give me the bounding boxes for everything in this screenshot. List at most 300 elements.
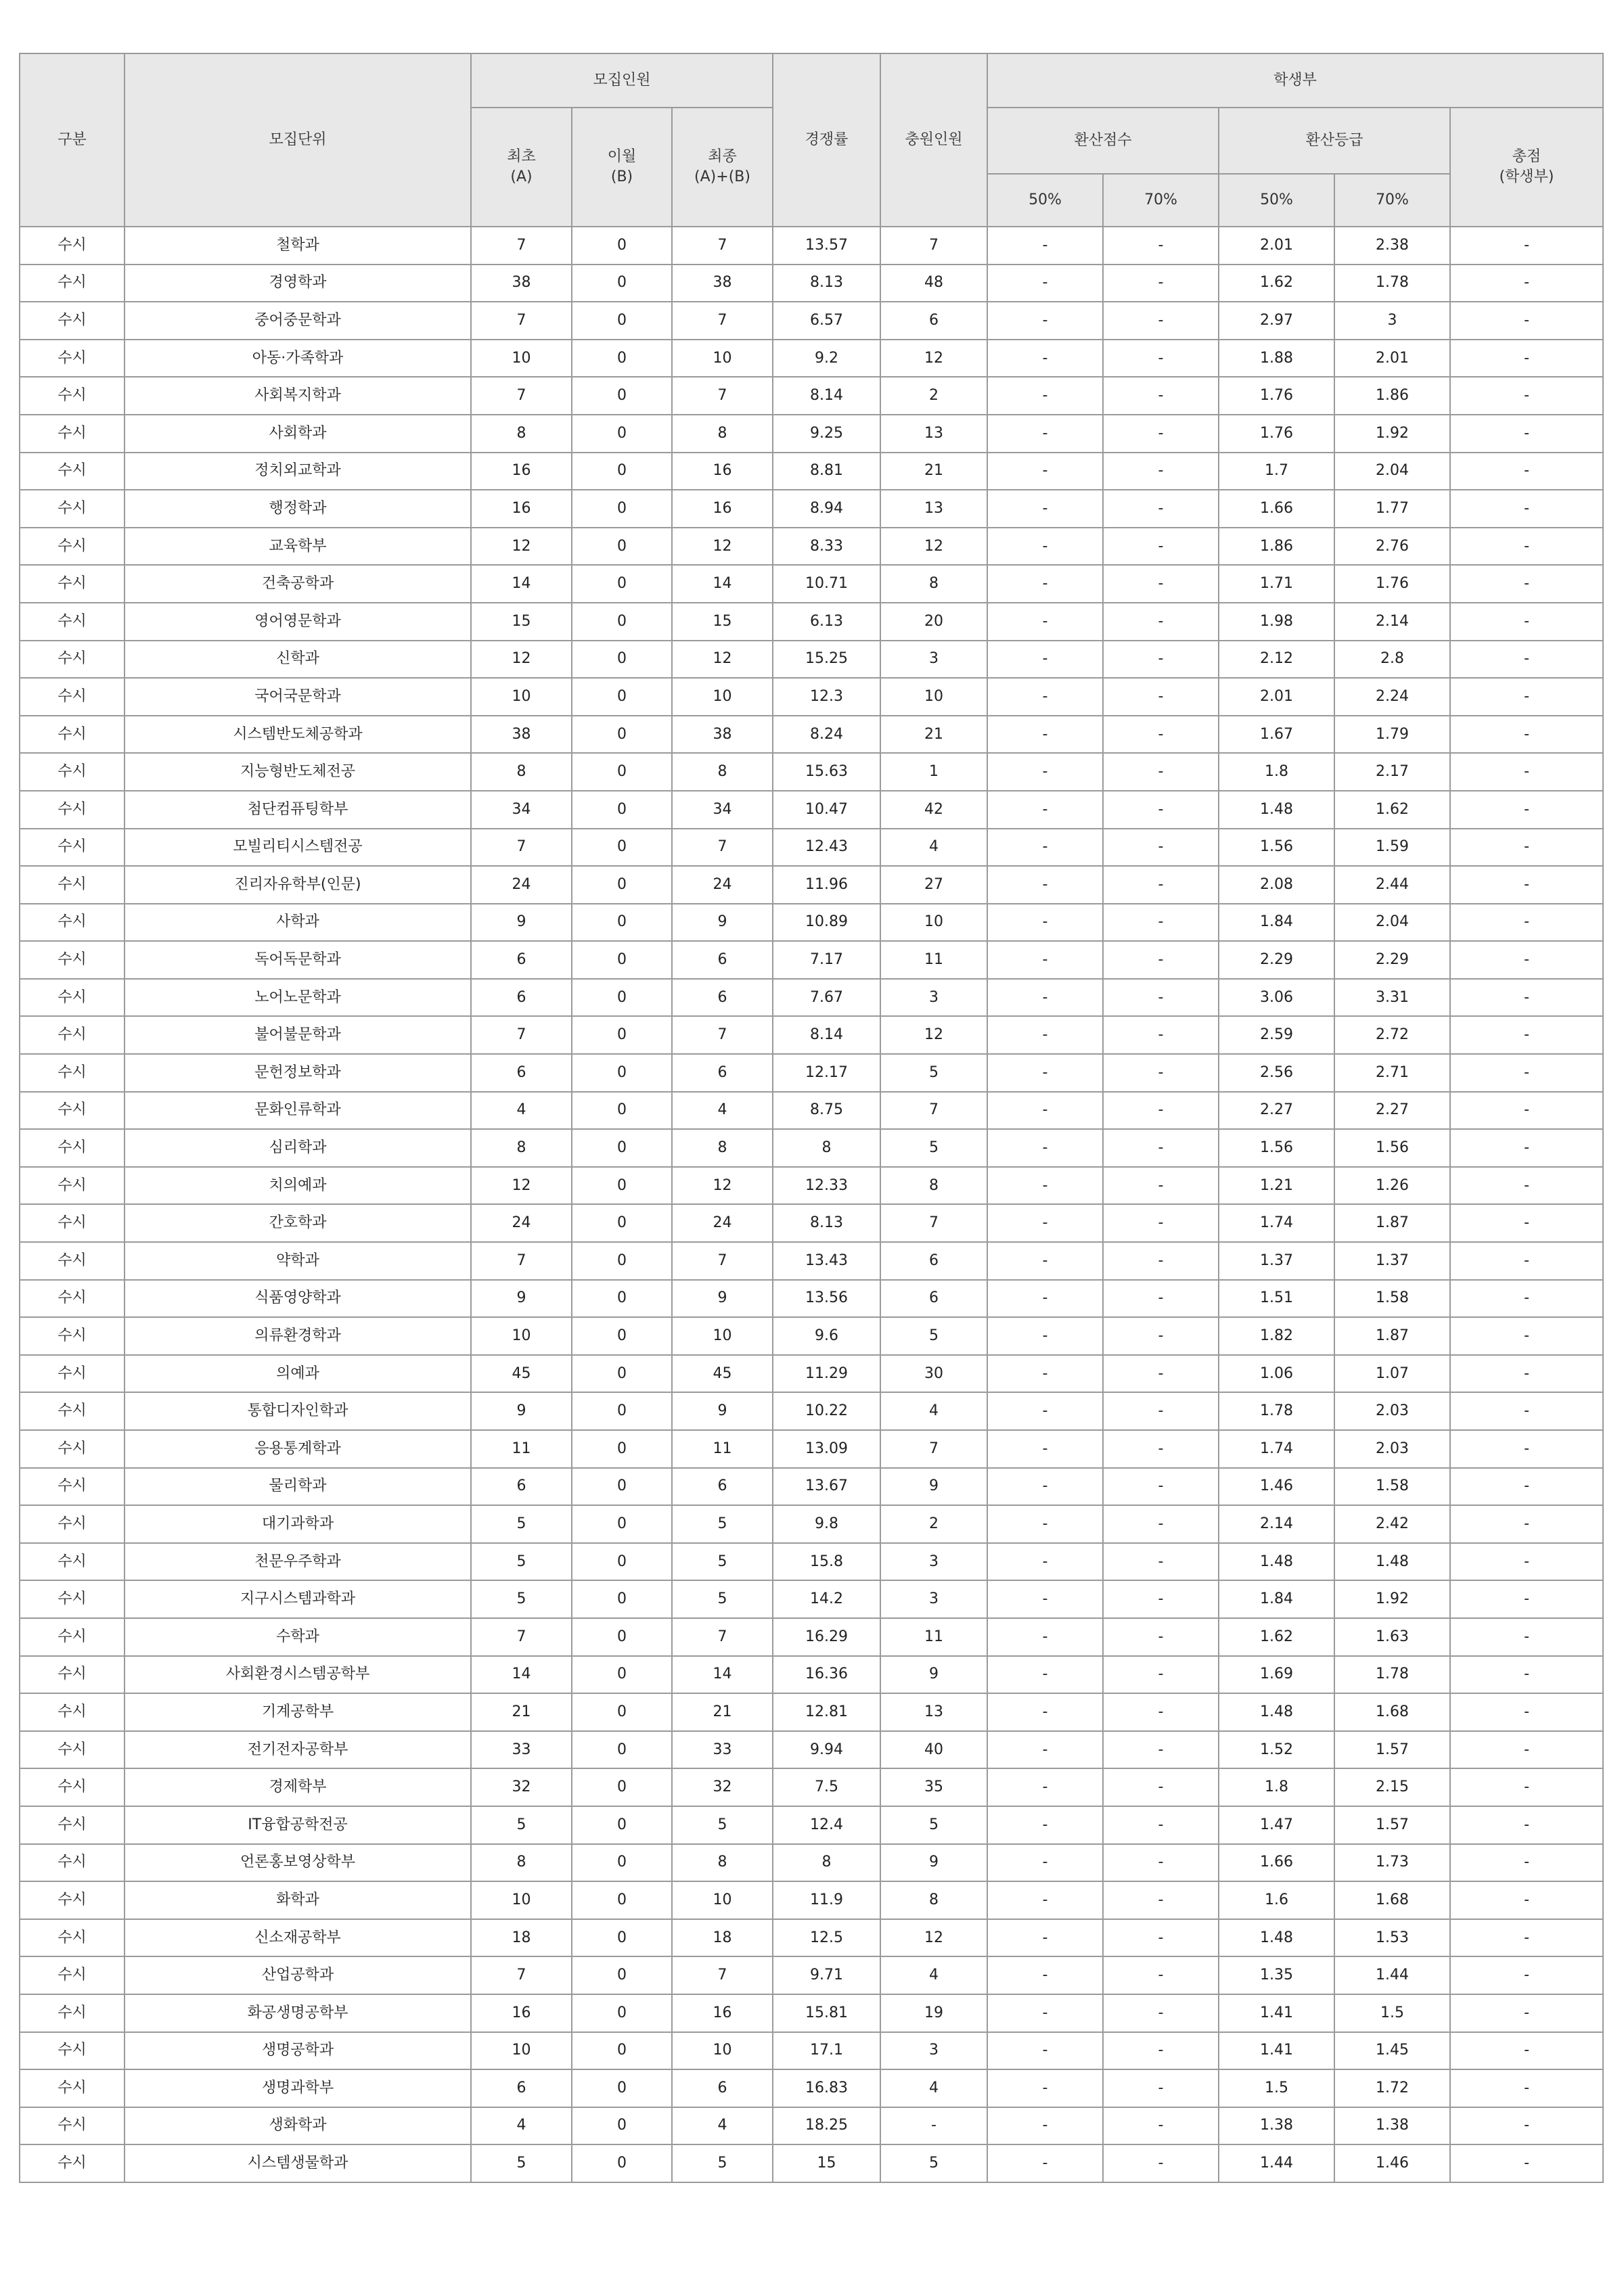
cell-initial: 10 — [471, 678, 572, 716]
cell-score-50: - — [987, 866, 1103, 904]
cell-filled: - — [880, 2107, 987, 2145]
cell-score-50: - — [987, 1280, 1103, 1318]
header-final-label: 최종 — [708, 148, 737, 165]
cell-rate: 8.81 — [773, 453, 880, 490]
cell-initial: 24 — [471, 866, 572, 904]
cell-initial: 6 — [471, 979, 572, 1017]
cell-rate: 6.57 — [773, 302, 880, 340]
cell-grade-70: 1.56 — [1334, 1129, 1450, 1167]
table-row — [20, 1768, 1603, 1806]
table-row — [20, 340, 1603, 377]
cell-filled: 12 — [880, 340, 987, 377]
cell-initial: 4 — [471, 1092, 572, 1130]
admission-results-table — [19, 53, 1604, 2183]
cell-grade-50: 1.52 — [1219, 1731, 1334, 1769]
cell-carry: 0 — [572, 302, 672, 340]
cell-final: 24 — [672, 1204, 773, 1242]
cell-final: 5 — [672, 1806, 773, 1844]
cell-score-50: - — [987, 1129, 1103, 1167]
cell-grade-50: 1.41 — [1219, 2032, 1334, 2070]
cell-carry: 0 — [572, 1430, 672, 1468]
cell-filled: 40 — [880, 1731, 987, 1769]
cell-carry: 0 — [572, 829, 672, 867]
cell-grade-70: 1.79 — [1334, 716, 1450, 754]
header-grade: 환산등급 — [1219, 108, 1450, 174]
cell-gubun: 수시 — [20, 490, 125, 528]
cell-gubun: 수시 — [20, 716, 125, 754]
cell-total: - — [1450, 1844, 1603, 1882]
cell-rate: 12.33 — [773, 1167, 880, 1205]
cell-final: 5 — [672, 1580, 773, 1618]
cell-gubun: 수시 — [20, 979, 125, 1017]
cell-final: 4 — [672, 2107, 773, 2145]
cell-initial: 34 — [471, 791, 572, 829]
cell-carry: 0 — [572, 716, 672, 754]
cell-grade-50: 2.14 — [1219, 1505, 1334, 1543]
header-final-sub: (A)+(B) — [694, 168, 750, 185]
cell-final: 7 — [672, 302, 773, 340]
cell-gubun: 수시 — [20, 1881, 125, 1919]
cell-score-50: - — [987, 829, 1103, 867]
cell-score-50: - — [987, 1693, 1103, 1731]
cell-carry: 0 — [572, 1317, 672, 1355]
header-recruit: 모집인원 — [471, 53, 773, 108]
cell-unit: 의예과 — [125, 1355, 471, 1393]
table-row — [20, 1468, 1603, 1506]
cell-grade-50: 2.29 — [1219, 941, 1334, 979]
cell-carry: 0 — [572, 1994, 672, 2032]
cell-score-50: - — [987, 2069, 1103, 2107]
cell-rate: 10.71 — [773, 565, 880, 603]
cell-filled: 9 — [880, 1656, 987, 1694]
table-row — [20, 490, 1603, 528]
cell-final: 10 — [672, 678, 773, 716]
cell-grade-70: 1.77 — [1334, 490, 1450, 528]
cell-total: - — [1450, 1280, 1603, 1318]
cell-unit: 간호학과 — [125, 1204, 471, 1242]
cell-initial: 10 — [471, 2032, 572, 2070]
cell-rate: 8 — [773, 1844, 880, 1882]
cell-filled: 3 — [880, 641, 987, 679]
table-row — [20, 1994, 1603, 2032]
cell-score-50: - — [987, 678, 1103, 716]
header-score-70: 70% — [1103, 174, 1219, 227]
cell-score-50: - — [987, 2107, 1103, 2145]
cell-total: - — [1450, 528, 1603, 566]
cell-total: - — [1450, 1994, 1603, 2032]
cell-final: 10 — [672, 340, 773, 377]
cell-carry: 0 — [572, 2144, 672, 2182]
table-row — [20, 1054, 1603, 1092]
table-row — [20, 941, 1603, 979]
cell-score-50: - — [987, 1994, 1103, 2032]
cell-total: - — [1450, 2144, 1603, 2182]
cell-filled: 8 — [880, 1167, 987, 1205]
cell-initial: 11 — [471, 1430, 572, 1468]
cell-gubun: 수시 — [20, 528, 125, 566]
cell-initial: 9 — [471, 904, 572, 942]
cell-carry: 0 — [572, 227, 672, 265]
cell-filled: 6 — [880, 302, 987, 340]
cell-score-70: - — [1103, 1242, 1219, 1280]
cell-total: - — [1450, 302, 1603, 340]
cell-rate: 7.17 — [773, 941, 880, 979]
cell-total: - — [1450, 1618, 1603, 1656]
cell-grade-70: 1.68 — [1334, 1881, 1450, 1919]
cell-gubun: 수시 — [20, 1994, 125, 2032]
cell-rate: 12.3 — [773, 678, 880, 716]
table-row — [20, 2069, 1603, 2107]
cell-grade-70: 1.46 — [1334, 2144, 1450, 2182]
cell-filled: 3 — [880, 1543, 987, 1581]
cell-total: - — [1450, 1167, 1603, 1205]
cell-final: 5 — [672, 1505, 773, 1543]
cell-unit: 첨단컴퓨팅학부 — [125, 791, 471, 829]
cell-initial: 7 — [471, 1016, 572, 1054]
table-row — [20, 1543, 1603, 1581]
cell-initial: 10 — [471, 340, 572, 377]
cell-final: 38 — [672, 716, 773, 754]
cell-score-70: - — [1103, 941, 1219, 979]
cell-final: 7 — [672, 1956, 773, 1994]
cell-initial: 5 — [471, 1505, 572, 1543]
cell-score-70: - — [1103, 453, 1219, 490]
cell-gubun: 수시 — [20, 377, 125, 415]
cell-grade-70: 1.37 — [1334, 1242, 1450, 1280]
cell-gubun: 수시 — [20, 1618, 125, 1656]
cell-carry: 0 — [572, 641, 672, 679]
cell-score-70: - — [1103, 265, 1219, 302]
cell-final: 34 — [672, 791, 773, 829]
cell-filled: 7 — [880, 1092, 987, 1130]
cell-grade-50: 1.48 — [1219, 1693, 1334, 1731]
cell-score-50: - — [987, 1881, 1103, 1919]
cell-total: - — [1450, 415, 1603, 453]
cell-grade-50: 1.44 — [1219, 2144, 1334, 2182]
cell-rate: 8.13 — [773, 1204, 880, 1242]
cell-rate: 16.83 — [773, 2069, 880, 2107]
cell-unit: 전기전자공학부 — [125, 1731, 471, 1769]
cell-rate: 15.63 — [773, 753, 880, 791]
cell-carry: 0 — [572, 1054, 672, 1092]
cell-score-70: - — [1103, 1806, 1219, 1844]
table-row — [20, 866, 1603, 904]
cell-filled: 5 — [880, 1317, 987, 1355]
table-row — [20, 1618, 1603, 1656]
cell-grade-50: 1.84 — [1219, 904, 1334, 942]
table-row — [20, 2144, 1603, 2182]
table-row — [20, 453, 1603, 490]
cell-final: 8 — [672, 753, 773, 791]
cell-filled: 10 — [880, 904, 987, 942]
cell-initial: 5 — [471, 1806, 572, 1844]
table-row — [20, 1016, 1603, 1054]
header-record: 학생부 — [987, 53, 1603, 108]
cell-score-50: - — [987, 1505, 1103, 1543]
cell-gubun: 수시 — [20, 1693, 125, 1731]
cell-unit: 생화학과 — [125, 2107, 471, 2145]
cell-score-70: - — [1103, 1656, 1219, 1694]
cell-total: - — [1450, 1693, 1603, 1731]
cell-final: 6 — [672, 979, 773, 1017]
cell-score-50: - — [987, 377, 1103, 415]
cell-carry: 0 — [572, 1956, 672, 1994]
header-total — [1450, 108, 1603, 227]
cell-initial: 7 — [471, 227, 572, 265]
cell-unit: 문헌정보학과 — [125, 1054, 471, 1092]
cell-total: - — [1450, 866, 1603, 904]
cell-rate: 7.67 — [773, 979, 880, 1017]
cell-unit: 산업공학과 — [125, 1956, 471, 1994]
cell-grade-70: 2.04 — [1334, 453, 1450, 490]
cell-total: - — [1450, 1355, 1603, 1393]
cell-grade-70: 2.42 — [1334, 1505, 1450, 1543]
cell-grade-50: 1.6 — [1219, 1881, 1334, 1919]
cell-total: - — [1450, 227, 1603, 265]
cell-carry: 0 — [572, 1392, 672, 1430]
cell-filled: 42 — [880, 791, 987, 829]
cell-unit: 천문우주학과 — [125, 1543, 471, 1581]
cell-total: - — [1450, 904, 1603, 942]
cell-carry: 0 — [572, 791, 672, 829]
table-row — [20, 302, 1603, 340]
cell-grade-70: 1.57 — [1334, 1806, 1450, 1844]
cell-grade-50: 1.21 — [1219, 1167, 1334, 1205]
cell-rate: 15.81 — [773, 1994, 880, 2032]
cell-initial: 6 — [471, 1468, 572, 1506]
cell-unit: 식품영양학과 — [125, 1280, 471, 1318]
cell-final: 10 — [672, 2032, 773, 2070]
cell-initial: 18 — [471, 1919, 572, 1957]
cell-filled: 1 — [880, 753, 987, 791]
cell-gubun: 수시 — [20, 1768, 125, 1806]
header-carry — [572, 108, 672, 227]
cell-score-70: - — [1103, 1204, 1219, 1242]
cell-final: 38 — [672, 265, 773, 302]
cell-carry: 0 — [572, 2107, 672, 2145]
cell-grade-70: 1.58 — [1334, 1468, 1450, 1506]
cell-total: - — [1450, 377, 1603, 415]
cell-grade-50: 1.7 — [1219, 453, 1334, 490]
cell-gubun: 수시 — [20, 2032, 125, 2070]
cell-total: - — [1450, 1768, 1603, 1806]
cell-initial: 15 — [471, 603, 572, 641]
cell-unit: 중어중문학과 — [125, 302, 471, 340]
cell-gubun: 수시 — [20, 302, 125, 340]
cell-total: - — [1450, 641, 1603, 679]
cell-grade-70: 1.5 — [1334, 1994, 1450, 2032]
cell-grade-50: 1.76 — [1219, 377, 1334, 415]
cell-initial: 8 — [471, 415, 572, 453]
cell-final: 5 — [672, 1543, 773, 1581]
cell-carry: 0 — [572, 904, 672, 942]
cell-score-70: - — [1103, 1994, 1219, 2032]
cell-final: 21 — [672, 1693, 773, 1731]
cell-gubun: 수시 — [20, 603, 125, 641]
cell-unit: 생명공학과 — [125, 2032, 471, 2070]
cell-grade-70: 1.63 — [1334, 1618, 1450, 1656]
cell-rate: 8.94 — [773, 490, 880, 528]
cell-unit: 화학과 — [125, 1881, 471, 1919]
cell-grade-50: 1.51 — [1219, 1280, 1334, 1318]
cell-filled: 3 — [880, 2032, 987, 2070]
cell-carry: 0 — [572, 753, 672, 791]
cell-score-50: - — [987, 1731, 1103, 1769]
cell-initial: 16 — [471, 453, 572, 490]
cell-carry: 0 — [572, 1731, 672, 1769]
table-row — [20, 1580, 1603, 1618]
cell-unit: 사회환경시스템공학부 — [125, 1656, 471, 1694]
cell-carry: 0 — [572, 1618, 672, 1656]
cell-grade-70: 2.71 — [1334, 1054, 1450, 1092]
cell-carry: 0 — [572, 1468, 672, 1506]
cell-filled: 2 — [880, 1505, 987, 1543]
header-grade-70: 70% — [1334, 174, 1450, 227]
cell-rate: 15.8 — [773, 1543, 880, 1581]
cell-unit: IT융합공학전공 — [125, 1806, 471, 1844]
cell-filled: 20 — [880, 603, 987, 641]
cell-rate: 8.13 — [773, 265, 880, 302]
header-carry-label: 이월 — [607, 148, 637, 165]
cell-grade-70: 1.76 — [1334, 565, 1450, 603]
cell-total: - — [1450, 1317, 1603, 1355]
cell-initial: 7 — [471, 1618, 572, 1656]
cell-rate: 14.2 — [773, 1580, 880, 1618]
cell-unit: 물리학과 — [125, 1468, 471, 1506]
cell-initial: 24 — [471, 1204, 572, 1242]
cell-grade-50: 1.66 — [1219, 1844, 1334, 1882]
cell-grade-70: 1.72 — [1334, 2069, 1450, 2107]
cell-score-70: - — [1103, 1016, 1219, 1054]
cell-gubun: 수시 — [20, 1054, 125, 1092]
cell-filled: 21 — [880, 716, 987, 754]
cell-score-70: - — [1103, 1468, 1219, 1506]
cell-grade-50: 1.56 — [1219, 829, 1334, 867]
cell-score-50: - — [987, 1317, 1103, 1355]
cell-carry: 0 — [572, 2069, 672, 2107]
cell-carry: 0 — [572, 565, 672, 603]
cell-gubun: 수시 — [20, 1656, 125, 1694]
cell-rate: 11.96 — [773, 866, 880, 904]
cell-final: 14 — [672, 565, 773, 603]
cell-initial: 12 — [471, 528, 572, 566]
cell-grade-50: 1.47 — [1219, 1806, 1334, 1844]
cell-gubun: 수시 — [20, 1242, 125, 1280]
cell-score-70: - — [1103, 1392, 1219, 1430]
table-row — [20, 1129, 1603, 1167]
cell-rate: 13.43 — [773, 1242, 880, 1280]
table-row — [20, 1430, 1603, 1468]
cell-filled: 7 — [880, 227, 987, 265]
cell-rate: 8 — [773, 1129, 880, 1167]
cell-unit: 문화인류학과 — [125, 1092, 471, 1130]
cell-rate: 8.14 — [773, 1016, 880, 1054]
table-row — [20, 979, 1603, 1017]
cell-final: 6 — [672, 941, 773, 979]
cell-score-70: - — [1103, 1430, 1219, 1468]
cell-grade-70: 1.87 — [1334, 1317, 1450, 1355]
cell-final: 32 — [672, 1768, 773, 1806]
cell-grade-50: 1.8 — [1219, 753, 1334, 791]
cell-initial: 9 — [471, 1280, 572, 1318]
admission-results-sheet — [19, 53, 1602, 2183]
cell-unit: 의류환경학과 — [125, 1317, 471, 1355]
cell-score-50: - — [987, 1806, 1103, 1844]
cell-rate: 12.5 — [773, 1919, 880, 1957]
cell-filled: 30 — [880, 1355, 987, 1393]
cell-score-70: - — [1103, 641, 1219, 679]
cell-filled: 6 — [880, 1242, 987, 1280]
cell-score-70: - — [1103, 1167, 1219, 1205]
cell-score-50: - — [987, 716, 1103, 754]
cell-score-70: - — [1103, 791, 1219, 829]
cell-unit: 독어독문학과 — [125, 941, 471, 979]
header-score: 환산점수 — [987, 108, 1219, 174]
cell-total: - — [1450, 1092, 1603, 1130]
cell-grade-70: 2.03 — [1334, 1392, 1450, 1430]
cell-initial: 14 — [471, 1656, 572, 1694]
cell-score-70: - — [1103, 1280, 1219, 1318]
cell-score-50: - — [987, 2032, 1103, 2070]
cell-unit: 지구시스템과학과 — [125, 1580, 471, 1618]
cell-total: - — [1450, 265, 1603, 302]
cell-score-70: - — [1103, 302, 1219, 340]
cell-carry: 0 — [572, 1881, 672, 1919]
cell-total: - — [1450, 678, 1603, 716]
cell-carry: 0 — [572, 1656, 672, 1694]
cell-grade-70: 1.87 — [1334, 1204, 1450, 1242]
cell-final: 8 — [672, 415, 773, 453]
cell-filled: 13 — [880, 1693, 987, 1731]
cell-final: 7 — [672, 1016, 773, 1054]
table-row — [20, 1656, 1603, 1694]
cell-gubun: 수시 — [20, 753, 125, 791]
cell-filled: 21 — [880, 453, 987, 490]
cell-rate: 16.36 — [773, 1656, 880, 1694]
cell-initial: 5 — [471, 1580, 572, 1618]
cell-initial: 10 — [471, 1881, 572, 1919]
cell-grade-50: 1.48 — [1219, 1543, 1334, 1581]
cell-grade-70: 1.62 — [1334, 791, 1450, 829]
cell-grade-50: 1.69 — [1219, 1656, 1334, 1694]
table-row — [20, 1242, 1603, 1280]
table-row — [20, 1355, 1603, 1393]
cell-grade-70: 1.73 — [1334, 1844, 1450, 1882]
cell-final: 7 — [672, 829, 773, 867]
cell-grade-50: 1.98 — [1219, 603, 1334, 641]
cell-unit: 영어영문학과 — [125, 603, 471, 641]
cell-score-50: - — [987, 1956, 1103, 1994]
cell-gubun: 수시 — [20, 1919, 125, 1957]
cell-filled: 27 — [880, 866, 987, 904]
cell-score-70: - — [1103, 2107, 1219, 2145]
cell-score-70: - — [1103, 1731, 1219, 1769]
header-initial-label: 최초 — [507, 148, 536, 165]
table-row — [20, 377, 1603, 415]
cell-carry: 0 — [572, 1693, 672, 1731]
cell-score-70: - — [1103, 1543, 1219, 1581]
cell-unit: 수학과 — [125, 1618, 471, 1656]
header-final — [672, 108, 773, 227]
cell-rate: 8.14 — [773, 377, 880, 415]
cell-carry: 0 — [572, 1242, 672, 1280]
cell-rate: 9.8 — [773, 1505, 880, 1543]
cell-grade-70: 1.86 — [1334, 377, 1450, 415]
cell-total: - — [1450, 829, 1603, 867]
table-row — [20, 753, 1603, 791]
cell-score-50: - — [987, 1468, 1103, 1506]
cell-grade-50: 1.56 — [1219, 1129, 1334, 1167]
